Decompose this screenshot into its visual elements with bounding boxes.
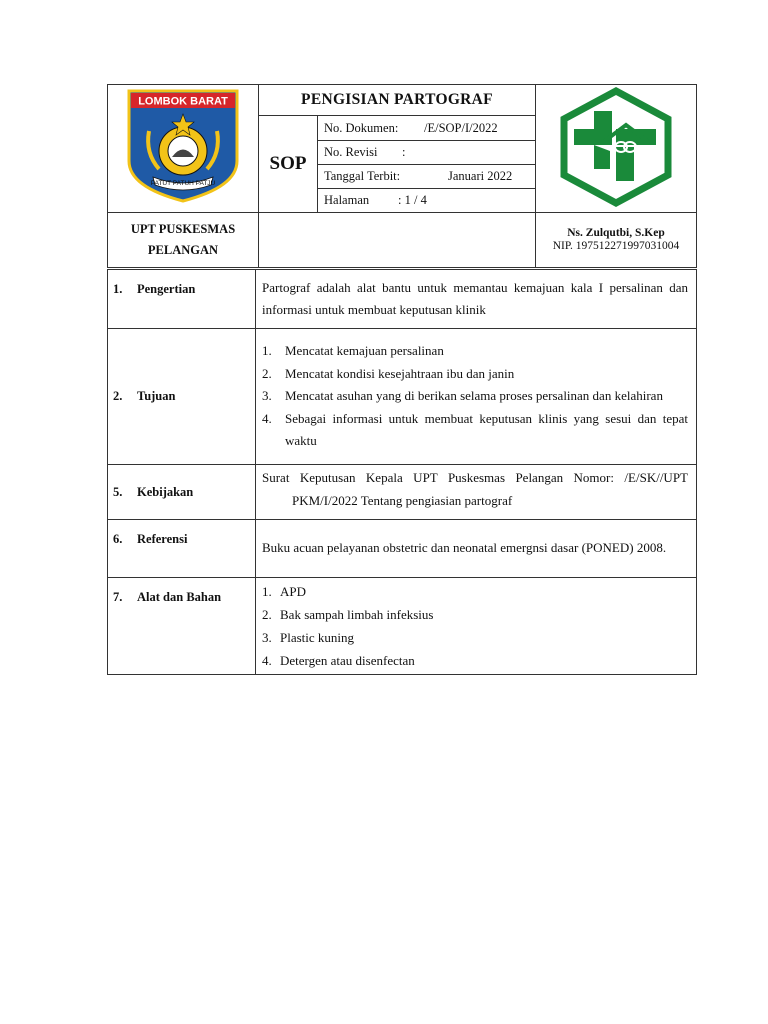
lombok-barat-emblem-icon (125, 87, 241, 205)
content-pengertian: Partograf adalah alat bantu untuk memantau kemajuan kala I persalinan dan informasi untuk membuat keputusan klinik (256, 270, 697, 329)
meta-value: /E/SOP/I/2022 (424, 120, 498, 135)
signer-block (536, 213, 697, 268)
lombok-barat-logo-cell (108, 85, 259, 213)
signer-name: Ns. Zulqutbi, S.Kep (567, 227, 665, 239)
meta-value: Januari 2022 (448, 169, 513, 183)
meta-no-revisi (318, 141, 536, 165)
section-label: Referensi (137, 532, 188, 546)
meta-label: No. Revisi (324, 145, 378, 159)
meta-value: : 1 / 4 (398, 193, 427, 207)
meta-label: Tanggal Terbit: (324, 169, 401, 183)
section-number: 1. (113, 282, 123, 296)
row-kebijakan (108, 465, 697, 520)
meta-tanggal-terbit (318, 165, 536, 189)
section-label: Pengertian (137, 282, 196, 296)
section-label: Tujuan (137, 389, 176, 403)
list-item: 4. Sebagai informasi untuk membuat keputusan klinis yang sesui dan tepat waktu (262, 410, 688, 449)
row-tujuan (108, 329, 697, 465)
unit-name (108, 213, 259, 268)
label-alat-bahan (108, 578, 256, 675)
label-kebijakan (108, 465, 256, 520)
puskesmas-logo-cell (536, 85, 697, 213)
row-referensi (108, 520, 697, 578)
row-alat-bahan (108, 578, 697, 675)
row-pengertian (108, 270, 697, 329)
list-item: 1. APD (262, 584, 307, 599)
document-title: PENGISIAN PARTOGRAF (259, 85, 536, 116)
list-item: 1. Mencatat kemajuan persalinan (262, 343, 444, 359)
logo-left-title: LOMBOK BARAT (138, 95, 228, 108)
section-number: 6. (113, 532, 123, 546)
section-number: 5. (113, 484, 123, 499)
sop-header-table (107, 84, 697, 268)
logo-left-motto: PATUT PATUH PATJU (150, 180, 216, 187)
unit-line-1: UPT PUSKESMAS (130, 222, 236, 236)
section-label: Alat dan Bahan (137, 590, 222, 604)
sop-body-table (107, 269, 697, 675)
label-referensi (108, 520, 256, 578)
list-item: 4. Detergen atau disenfectan (262, 653, 415, 668)
label-tujuan (108, 329, 256, 465)
unit-line-2: PELANGAN (147, 243, 219, 257)
content-kebijakan (256, 465, 697, 520)
meta-no-dokumen (318, 116, 536, 141)
content-tujuan (256, 329, 697, 465)
alat-list (262, 580, 688, 672)
label-pengertian (108, 270, 256, 329)
list-item: 2. Mencatat kondisi kesejahtraan ibu dan janin (262, 365, 515, 381)
sop-label: SOP (259, 116, 318, 213)
section-number: 2. (113, 389, 123, 403)
tujuan-list (262, 340, 688, 453)
meta-value: : (402, 145, 406, 159)
section-label: Kebijakan (137, 484, 194, 499)
kebijakan-text: Surat Keputusan Kepala UPT Puskesmas Pelangan Nomor: /E/SK//UPT PKM/I/2022 Tentang pengiasian partograf (262, 470, 688, 508)
meta-halaman (318, 189, 536, 213)
section-number: 7. (113, 590, 123, 604)
content-referensi: Buku acuan pelayanan obstetric dan neonatal emergnsi dasar (PONED) 2008. (256, 520, 697, 578)
puskesmas-hexagon-icon (554, 85, 678, 207)
list-item: 3. Mencatat asuhan yang di berikan selama proses persalinan dan kelahiran (262, 388, 663, 404)
list-item: 2. Bak sampah limbah infeksius (262, 607, 434, 622)
meta-label: Halaman (324, 193, 370, 207)
content-alat-bahan (256, 578, 697, 675)
empty-cell (259, 213, 536, 268)
list-item: 3. Plastic kuning (262, 630, 355, 645)
meta-label: No. Dokumen: (324, 120, 399, 135)
signer-nip: NIP. 197512271997031004 (552, 240, 680, 252)
